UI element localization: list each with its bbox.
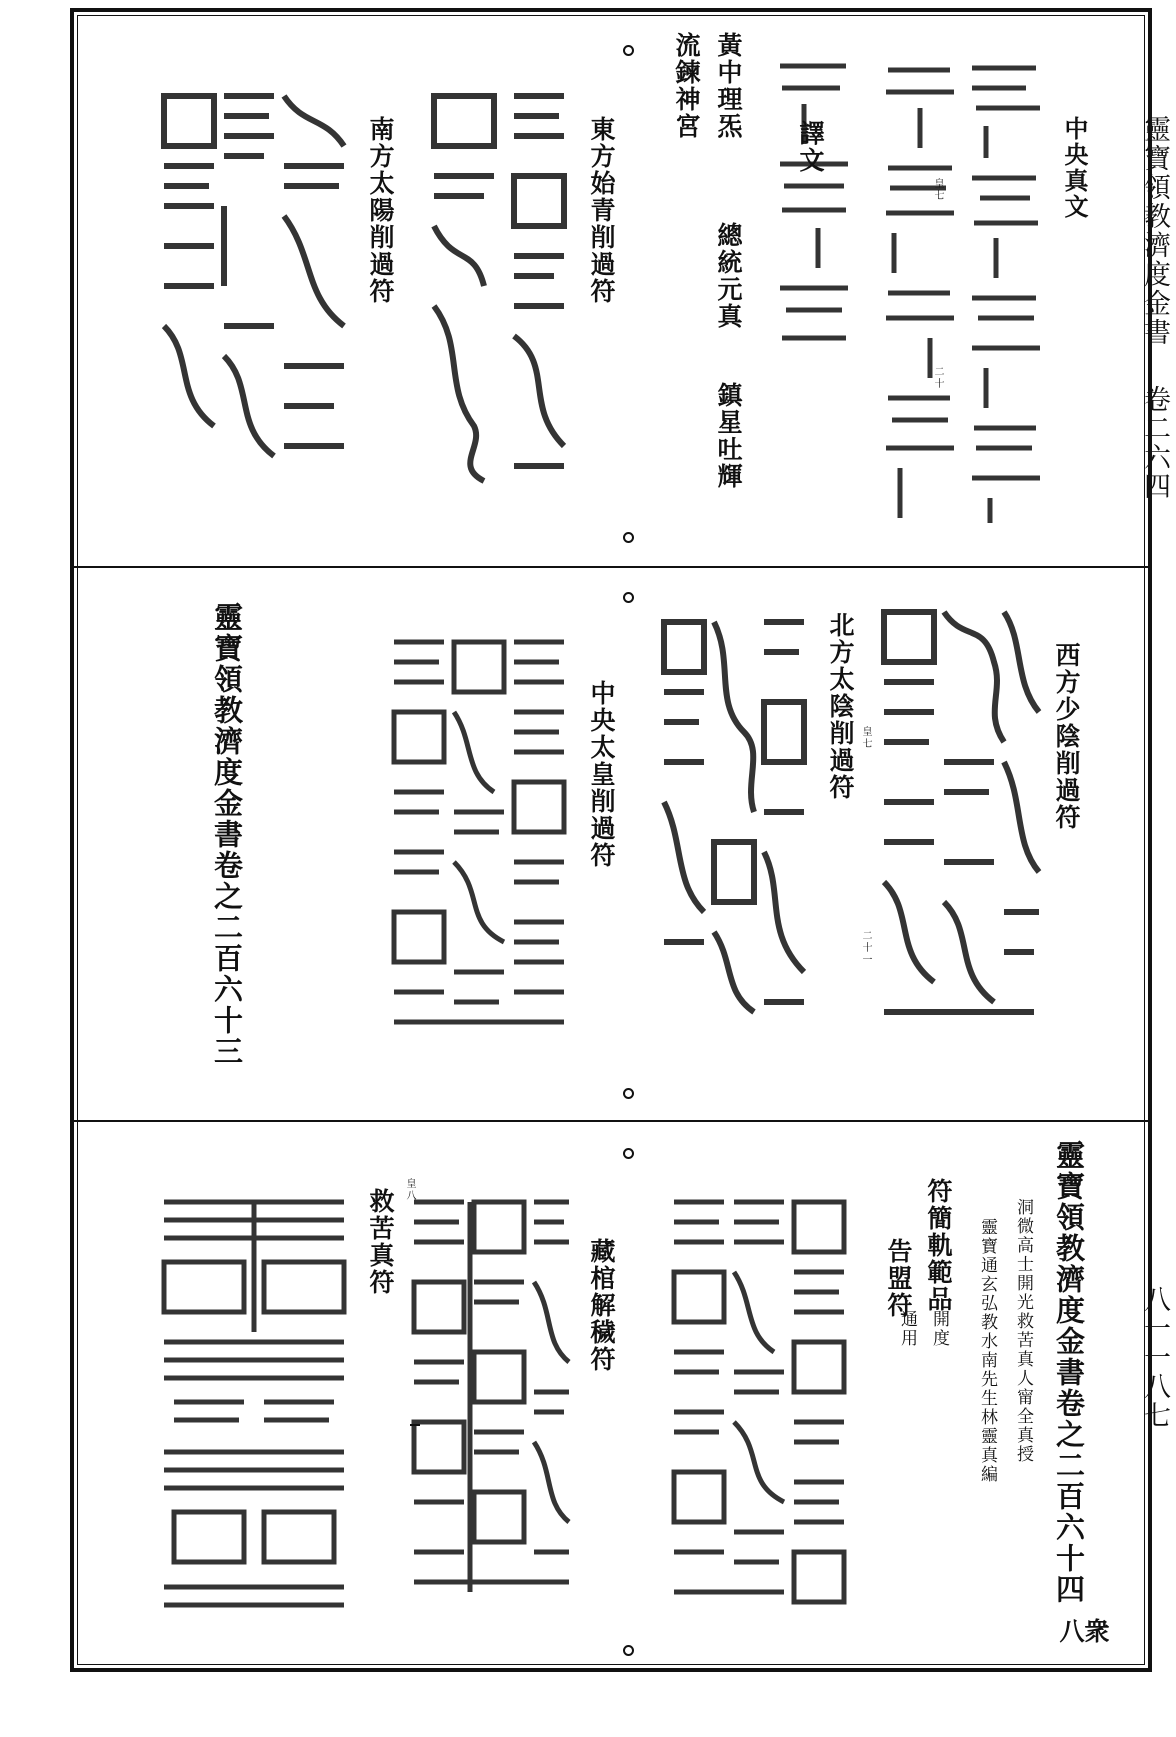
page-frame [70,8,1152,1672]
talisman-gaomeng [664,1192,854,1622]
heading-dongfang: 東方始青削過符 [587,116,616,305]
section-divider [74,1120,1148,1122]
credit-line-1: 洞微高士開光救苦真人甯全真授 [1013,1198,1033,1464]
text-huangzhong-liqi: 黃中理炁 [714,32,743,140]
label-kaidu: 開度 [929,1310,949,1348]
credit-line-2: 靈寶通玄弘教水南先生林靈真編 [977,1218,997,1484]
talisman-jiezang [404,1192,574,1602]
dash-mark [410,1424,420,1426]
section-divider [74,566,1148,568]
margin-volume: 卷二六四 [1139,385,1170,501]
circle-mark [623,532,634,543]
label-tongyong: 通用 [897,1310,917,1348]
closing-title-263: 靈寶領教濟度金書卷之二百六十三 [210,602,244,1067]
seal-script-column [774,48,854,368]
heading-fujian-guifan: 符簡軌範品 [924,1178,953,1313]
note-21: 二十一 [860,930,871,966]
heading-nanfang: 南方太陽削過符 [366,116,395,305]
volume-mark: 衆八 [1056,1618,1110,1645]
heading-jiezang: 藏棺解穢符 [587,1238,616,1373]
margin-page-number: 八一一八七 [1139,1285,1170,1430]
talisman-xifang [874,602,1044,1042]
talisman-jiuku [154,1192,354,1622]
label-yiwen: 譯文 [796,120,825,174]
circle-mark [623,1148,634,1159]
heading-gaomeng: 告盟符 [884,1238,913,1319]
heading-xifang: 西方少陰削過符 [1052,642,1081,831]
note-huang-8: 皇八 [404,1178,415,1202]
volume-heading-264: 靈寶領教濟度金書卷之二百六十四 [1052,1140,1086,1605]
circle-mark [623,1645,634,1656]
seal-script-column [880,48,960,528]
heading-jiuku: 救苦真符 [366,1188,395,1296]
heading-beifang: 北方太陰削過符 [826,612,855,801]
note-huang-7: 皇七 [860,726,871,750]
heading-zhongyang-zhenwen: 中央真文 [1060,116,1089,220]
circle-mark [623,45,634,56]
talisman-nanfang [154,86,354,466]
text-liulian-shengong: 流鍊神宮 [672,32,701,140]
seal-script-column [966,48,1046,528]
heading-zhongyang-taihuang: 中央太皇削過符 [587,680,616,869]
text-zongtong-yuanzhen: 總統元真 [714,222,743,330]
talisman-zhongyang [384,632,569,1042]
margin-book-title: 靈寶領教濟度金書 [1139,115,1170,347]
note-huang-17: 皇七 [932,178,943,202]
note-20: 二十 [932,366,943,390]
talisman-dongfang [414,86,574,486]
circle-mark [623,1088,634,1099]
circle-mark [623,592,634,603]
talisman-beifang [654,612,814,1022]
text-zhenxing-tuhui: 鎮星吐輝 [714,382,743,490]
